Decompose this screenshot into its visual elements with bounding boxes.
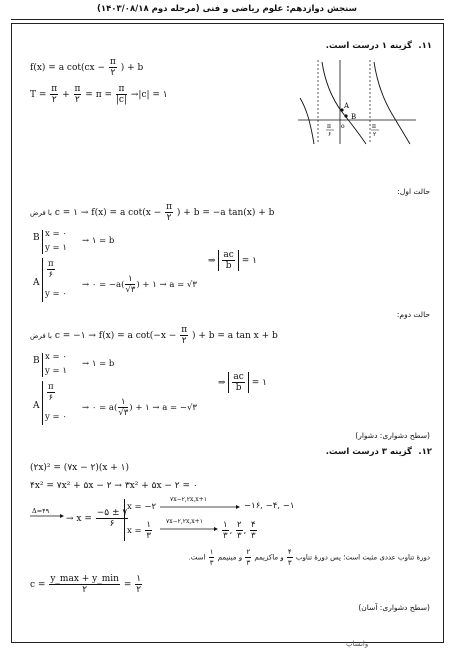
case2-b-brace [42,353,43,377]
footer-logo: واتساپ [346,640,369,648]
case1-conclusion [208,250,257,271]
q12-r1-res: −۱۶, −۴, −۱ [244,501,295,511]
q12-c-n: y_max + y_min [50,574,119,584]
q11-graph [296,58,418,146]
q12-t2-n: ۲ [246,548,251,556]
case2-b-x: x = ۰ [45,352,67,362]
case2-conclusion [218,372,267,393]
case2-a-res-fn: ۱ [118,397,128,408]
eq2-mid: = π = [85,90,113,100]
q12-r2-ops: ۷x−۲,۲x,x+۱ [166,518,203,525]
case2-label: حالت دوم: [396,310,430,319]
case1-b-letter: B [33,233,40,243]
curve-left [300,98,314,144]
case1-assume: با فرض [30,209,52,217]
q12-root-pre: → x = [66,514,92,524]
case1-a-res-fd: √۳ [125,285,136,295]
case2-b-y: y = ۱ [45,366,67,376]
case2-conc-n: ac [233,372,244,382]
eq2-f3-d: |c| [115,95,127,105]
eq1-frac-d: ۲ [110,68,116,78]
case2-a-res-fd: √۳ [118,408,129,418]
q12-line2: ۴x² = ۷x² + ۵x − ۲ → ۳x² + ۵x − ۲ = ۰ [30,481,198,491]
graph-point-a: A [344,102,350,110]
q12-r2-arrow [160,527,218,531]
eq2-start: T = [30,90,47,100]
q12-r2-res3-n: ۴ [250,520,256,530]
eq2-plus: + [62,90,70,100]
q12-c-pre: c = [30,580,46,590]
q12-r2-res2-n: ۲ [236,520,242,530]
eq2-f3-n: π [116,84,127,95]
eq2-end: →|c| = ۱ [130,90,168,100]
case1-eq-fd: ۲ [166,213,172,223]
case2-a-x [46,382,56,403]
q12-r2-res: $\frac{۱}{۳}$ , $\frac{۲}{۳}$ , $\frac{۴}{۳}$ [223,520,256,541]
case2-eq-b: ) + b = a tan x + b [192,331,278,341]
q12-c-post: = [123,580,132,590]
case2-b-res: → ۱ = b [82,359,115,369]
case1-a-x [46,259,56,280]
q12-r2-res1-n: ۱ [223,520,228,530]
case2-conc-pre: ⇒ [218,378,226,388]
case1-conc-pre: ⇒ [208,256,216,266]
q12-r2-res2-d: ۳ [236,531,242,541]
case2-a-res-a: → ۰ = a( [82,403,118,413]
page-header: سنجش دوازدهم: علوم ریاضی و فنی (مرحله دوم ۱۴۰۳/۰۸/۱۸) [97,4,357,14]
eq2-f2-n: π [74,84,81,94]
q12-r2-x [127,520,153,541]
case2-a-res [82,397,197,418]
graph-xl-zero: o [341,123,345,130]
eq2-f1-d: ۲ [51,95,57,105]
q12-c-formula [30,574,143,595]
case2-eq [30,325,278,346]
q12-t1-d: ۳ [287,559,292,567]
graph-xr-n: π [372,123,376,130]
q12-c-d: ۲ [82,585,88,595]
case2-a-letter: A [33,401,40,411]
q12-text3: و مینیمم [217,553,243,562]
graph-point-b: B [351,113,357,121]
case2-a-x-d: ۶ [48,393,54,403]
q12-t3-d: ۳ [209,559,214,567]
q12-text2: و ماکزیمم [254,553,284,562]
q12-t1-n: ۴ [287,548,292,556]
case1-a-res-fn: ۱ [125,274,135,285]
case1-a-res [82,274,197,295]
q12-number: ۱۲. [418,447,432,457]
point-b-dot [344,114,347,117]
case1-conc-n: ac [223,250,234,260]
q11-eq1 [30,57,143,78]
q12-r1-x: x = −۲ [127,502,157,512]
q11-answer: گزینه ۱ درست است. [325,41,412,51]
case1-eq [30,202,274,223]
case2-a-res-b: ) + ۱ → a = −√۳ [129,403,197,413]
q12-roots [66,508,129,529]
q12-c-res-d: ۲ [136,585,142,595]
q12-r2-x-pre: x = [127,526,142,536]
q12-root-n: −۵ ± ۷ [96,508,128,518]
case1-a-res-a: → ۰ = −a( [82,280,125,290]
case1-a-y: y = ۰ [45,289,67,299]
eq1-left: f(x) = a cot(cx − [30,63,106,73]
eq1-right: ) + b [120,63,144,73]
graph-xl-d: ۶ [328,131,332,138]
case1-conc-post: = ۱ [241,256,257,266]
case2-eq-a: c = −۱ → f(x) = a cot(−x − [54,331,177,341]
graph-xr-d: ۲ [373,131,377,138]
case1-eq-a: c = ۱ → f(x) = a cot(x − [54,208,162,218]
case1-eq-b: ) + b = −a tan(x) + b [176,208,275,218]
case1-label: حالت اول: [397,187,430,196]
q12-r2-x-d: ۳ [146,531,151,541]
case2-a-y: y = ۰ [45,412,67,422]
case2-a-x-n: π [48,382,54,392]
case1-a-x-n: π [48,259,54,269]
graph-xl-n: π [327,123,331,130]
q12-root-d: ۶ [109,519,115,529]
eq2-f1-n: π [51,84,58,94]
q12-line1: (۲x)² = (۷x − ۲)(x + ۱) [30,463,130,473]
case1-b-y: y = ۱ [45,243,67,253]
case2-a-brace [42,381,43,425]
q12-text1: دورهٔ تناوب عددی مثبت است؛ پس دورهٔ تناوب [295,553,430,562]
q12-roots-brace [124,499,125,541]
curve-right [374,62,410,144]
eq1-frac-n: π [109,57,116,67]
q12-answer: گزینه ۳ درست است. [325,447,412,457]
case2-conc-post: = ۱ [251,378,267,388]
q12-r2-res3-d: ۳ [250,531,256,541]
q11-difficulty: (سطح دشواری: دشوار) [355,431,430,440]
case1-eq-fn: π [166,202,173,212]
q12-text4: است. [188,553,206,562]
case1-a-res-b: ) + ۱ → a = √۳ [136,280,197,290]
q12-c-res-n: ۱ [136,574,142,584]
q12-r1-ops: ۷x−۲,۲x,x+۱ [170,496,207,503]
q11-eq2 [30,84,168,105]
case1-conc-d: b [225,261,232,271]
case1-b-brace [42,230,43,254]
q12-delta: Δ=۴۹ [32,507,50,515]
q12-r1-arrow [160,505,240,509]
case2-conc-d: b [235,383,242,393]
q12-delta-arrow [30,514,64,518]
case1-b-x: x = ۰ [45,229,67,239]
eq2-f2-d: ۲ [75,95,80,105]
case2-assume: با فرض [30,332,52,340]
case2-b-letter: B [33,356,40,366]
q12-r2-res1-d: ۳ [223,531,228,541]
q12-difficulty: (سطح دشواری: آسان) [358,603,430,612]
case2-eq-fd: ۲ [181,336,187,346]
header-rule [11,19,444,20]
q12-period-text [189,547,430,568]
q12-t2-d: ۳ [246,559,251,567]
case1-b-res: → ۱ = b [82,236,115,246]
q12-r2-x-n: ۱ [146,520,151,530]
case1-a-letter: A [33,278,40,288]
case1-a-x-d: ۶ [48,270,54,280]
case1-a-brace [42,258,43,302]
q12-t3-n: ۱ [209,548,214,556]
case2-eq-fn: π [181,325,188,335]
q11-number: ۱۱. [418,41,432,51]
